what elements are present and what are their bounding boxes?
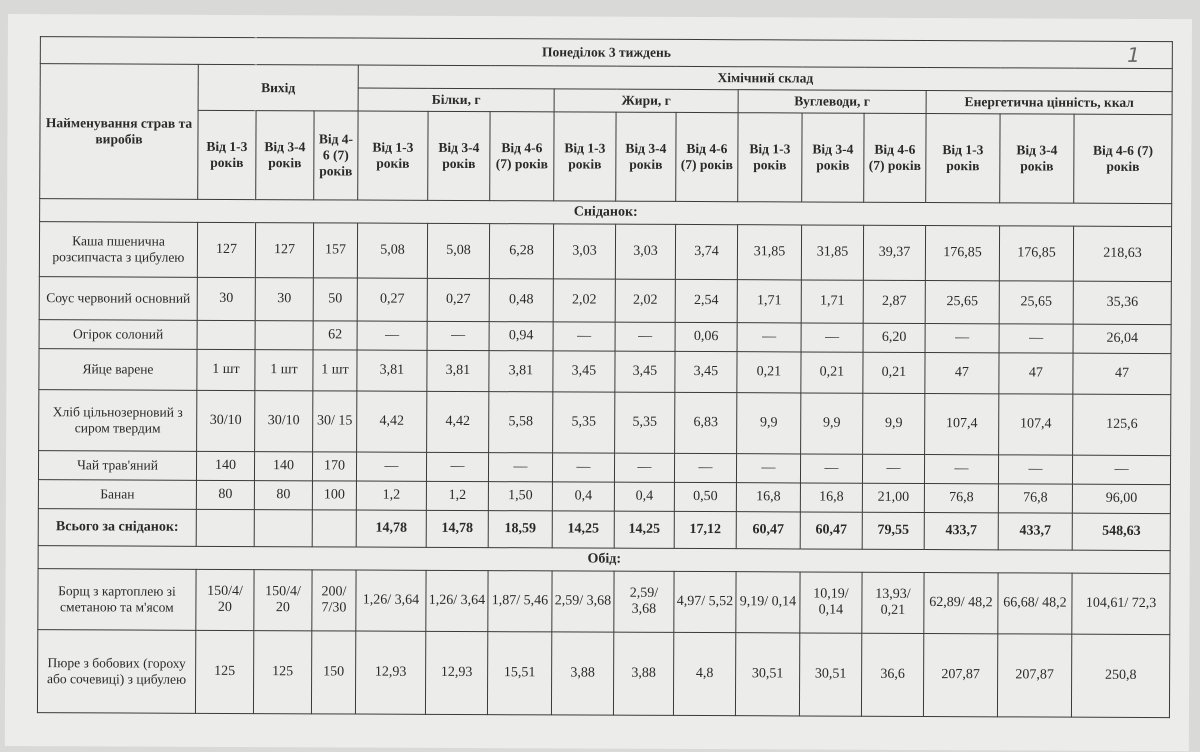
cell: 80: [254, 481, 312, 510]
cell: 170: [312, 452, 356, 481]
cell: 0,50: [674, 482, 736, 511]
header-age: Від 4-6 (7) років: [676, 112, 738, 201]
cell: —: [674, 453, 736, 482]
header-age: Від 4-6 (7) років: [314, 111, 358, 200]
cell: 12,93: [425, 631, 487, 714]
cell: 76,8: [924, 484, 998, 513]
cell: 14,78: [356, 510, 426, 547]
cell: 2,59/ 3,68: [614, 571, 674, 632]
cell: 433,7: [998, 513, 1072, 550]
dish-name: Огірок солоний: [39, 320, 197, 350]
cell: 25,65: [925, 281, 999, 324]
cell: 96,00: [1072, 484, 1170, 513]
page-number: 1: [1127, 42, 1140, 67]
cell: 76,8: [998, 484, 1072, 513]
table-row: [39, 277, 1171, 325]
cell: —: [924, 455, 998, 484]
cell: —: [999, 324, 1073, 353]
header-fats: Жири, г: [554, 89, 738, 113]
cell: 21,00: [862, 483, 924, 512]
dish-name: Борщ з картоплею зі сметаною та м'ясом: [38, 569, 196, 631]
cell: 0,94: [489, 322, 553, 351]
cell: 2,02: [615, 279, 675, 322]
cell: 5,58: [489, 392, 553, 453]
cell: 150/4/ 20: [196, 569, 254, 630]
cell: 30: [255, 278, 313, 321]
cell: 3,81: [489, 351, 553, 392]
cell: 30,51: [735, 633, 799, 716]
cell: 30/10: [197, 390, 255, 451]
cell: 5,08: [357, 223, 427, 278]
cell: 127: [197, 222, 255, 277]
cell: 1,2: [356, 481, 426, 510]
header-carbs: Вуглеводи, г: [738, 90, 926, 114]
cell: 125: [253, 631, 311, 714]
cell: 3,45: [615, 351, 675, 392]
cell: 157: [313, 223, 357, 278]
cell: 17,12: [674, 511, 736, 548]
cell: 16,8: [800, 483, 862, 512]
cell: 0,21: [737, 352, 801, 393]
cell: 31,85: [737, 225, 801, 280]
cell: 36,6: [861, 633, 923, 716]
cell: 2,02: [553, 279, 615, 322]
cell: 0,27: [357, 278, 427, 321]
cell: 9,9: [863, 393, 925, 454]
header-age: Від 1-3 років: [738, 113, 802, 202]
cell: 107,4: [999, 394, 1073, 455]
cell: —: [426, 452, 488, 481]
header-energy: Енергетична цінність, ккал: [926, 91, 1172, 115]
cell: 207,87: [997, 634, 1071, 717]
cell: 5,35: [553, 392, 615, 453]
cell: 218,63: [1073, 226, 1171, 281]
cell: 4,42: [357, 391, 427, 452]
cell: 30,51: [799, 633, 861, 716]
cell: 3,81: [427, 350, 489, 391]
cell: 3,03: [553, 224, 615, 279]
table-row: [39, 222, 1171, 282]
cell: 1,71: [801, 280, 863, 323]
cell: —: [615, 322, 675, 351]
cell: 47: [999, 353, 1073, 394]
section-lunch: Обід:: [38, 546, 1170, 574]
cell: —: [357, 321, 427, 350]
dish-name: Пюре з бобових (гороху або сочевиці) з цибулею: [37, 630, 195, 714]
cell: 1,26/ 3,64: [356, 570, 426, 631]
section-breakfast: Сніданок:: [40, 199, 1172, 227]
cell: 14,25: [614, 511, 674, 548]
cell: 4,42: [427, 391, 489, 452]
header-name: Найменування страв та виробів: [40, 64, 199, 200]
header-age: Від 1-3 років: [554, 112, 616, 201]
cell: 100: [312, 481, 356, 510]
cell: 25,65: [999, 281, 1073, 324]
cell: 2,54: [675, 279, 737, 322]
cell: [312, 510, 356, 547]
cell: —: [998, 455, 1072, 484]
cell: 18,59: [488, 511, 552, 548]
cell: 14,78: [426, 510, 488, 547]
cell: —: [553, 322, 615, 351]
total-row: [38, 509, 1170, 551]
dish-name: Банан: [38, 480, 196, 510]
cell: 150/4/ 20: [254, 570, 312, 631]
cell: 6,83: [675, 392, 737, 453]
cell: 6,20: [863, 323, 925, 352]
cell: 4,8: [673, 632, 735, 715]
header-age: Від 4-6 (7) років: [490, 112, 554, 201]
cell: —: [427, 321, 489, 350]
cell: —: [737, 323, 801, 352]
header-age: Від 3-4 років: [616, 112, 676, 201]
cell: 140: [254, 452, 312, 481]
cell: —: [736, 454, 800, 483]
cell: 3,88: [613, 632, 673, 715]
cell: 107,4: [925, 394, 999, 455]
cell: 0,06: [675, 322, 737, 351]
header-output: Вихід: [198, 64, 358, 111]
dish-name: Каша пшенична розсипчаста з цибулею: [39, 222, 197, 278]
cell: 13,93/ 0,21: [862, 572, 924, 633]
cell: —: [614, 453, 674, 482]
cell: 79,55: [862, 512, 924, 549]
cell: 9,9: [737, 393, 801, 454]
cell: 127: [255, 223, 313, 278]
header-age: Від 4-6 (7) років: [864, 113, 926, 202]
table-row: [37, 630, 1170, 718]
cell: 250,8: [1071, 634, 1170, 717]
cell: 0,4: [552, 482, 614, 511]
cell: 433,7: [924, 513, 998, 550]
cell: 80: [196, 480, 254, 509]
header-age: Від 3-4 років: [428, 111, 490, 200]
cell: 3,45: [675, 351, 737, 392]
cell: 47: [1073, 353, 1171, 394]
cell: 2,87: [863, 280, 925, 323]
nutrition-table: [37, 36, 1173, 718]
cell: 1 шт: [197, 349, 255, 390]
cell: 1,2: [426, 481, 488, 510]
cell: 10,19/ 0,14: [800, 572, 862, 633]
table-title: Понеділок 3 тиждень: [40, 37, 1172, 69]
header-age: Від 3-4 років: [1000, 114, 1074, 203]
cell: 26,04: [1073, 324, 1171, 353]
cell: 60,47: [736, 512, 800, 549]
cell: 47: [925, 353, 999, 394]
cell: 30/ 15: [313, 391, 357, 452]
cell: 548,63: [1072, 513, 1170, 550]
dish-name: Яйце варене: [39, 349, 197, 391]
cell: —: [862, 454, 924, 483]
cell: [196, 509, 254, 546]
cell: 1,87/ 5,46: [488, 571, 552, 632]
cell: 3,74: [675, 224, 737, 279]
total-label: Всього за сніданок:: [38, 509, 196, 547]
cell: 176,85: [999, 226, 1073, 281]
cell: [254, 510, 312, 547]
cell: 9,9: [801, 393, 863, 454]
cell: 62,89/ 48,2: [924, 573, 998, 634]
document-sheet: [5, 14, 1192, 751]
cell: 62: [313, 321, 357, 350]
cell: 3,45: [553, 351, 615, 392]
cell: 60,47: [800, 512, 862, 549]
cell: 12,93: [355, 631, 425, 714]
cell: 15,51: [487, 632, 551, 715]
cell: 0,21: [801, 352, 863, 393]
cell: [197, 320, 255, 349]
cell: 0,48: [489, 279, 553, 322]
cell: 1,50: [488, 482, 552, 511]
cell: 35,36: [1073, 281, 1171, 324]
header-age: Від 1-3 років: [198, 110, 256, 199]
cell: 4,97/ 5,52: [674, 571, 736, 632]
cell: 200/ 7/30: [312, 570, 356, 631]
cell: 9,19/ 0,14: [736, 572, 800, 633]
cell: —: [488, 453, 552, 482]
cell: 66,68/ 48,2: [998, 573, 1072, 634]
table-row: [39, 390, 1171, 456]
header-proteins: Білки, г: [358, 88, 554, 112]
cell: —: [1072, 455, 1170, 484]
cell: 0,27: [427, 278, 489, 321]
cell: 1 шт: [255, 350, 313, 391]
cell: 2,59/ 3,68: [552, 571, 614, 632]
cell: 104,61/ 72,3: [1072, 573, 1170, 634]
cell: 16,8: [736, 483, 800, 512]
header-age: Від 1-3 років: [926, 114, 1000, 203]
dish-name: Хліб цільнозерновий з сиром твердим: [39, 390, 197, 452]
cell: 3,03: [615, 224, 675, 279]
cell: 14,25: [552, 511, 614, 548]
cell: 125,6: [1073, 394, 1171, 455]
cell: 6,28: [489, 224, 553, 279]
cell: 5,08: [427, 223, 489, 278]
cell: 30: [197, 277, 255, 320]
cell: 0,4: [614, 482, 674, 511]
dish-name: Соус червоний основний: [39, 277, 197, 321]
cell: —: [801, 323, 863, 352]
cell: 1,71: [737, 280, 801, 323]
cell: 0,21: [863, 352, 925, 393]
table-row: [39, 349, 1171, 395]
cell: 1 шт: [313, 350, 357, 391]
cell: 3,88: [551, 632, 613, 715]
cell: 125: [195, 630, 253, 713]
cell: 150: [311, 631, 355, 714]
cell: 30/10: [255, 391, 313, 452]
cell: 50: [313, 278, 357, 321]
cell: 1,26/ 3,64: [426, 570, 488, 631]
cell: 140: [196, 451, 254, 480]
cell: [255, 321, 313, 350]
cell: 207,87: [923, 634, 997, 717]
cell: 31,85: [801, 225, 863, 280]
cell: 176,85: [925, 226, 999, 281]
cell: —: [800, 454, 862, 483]
cell: 39,37: [863, 225, 925, 280]
header-age: Від 3-4 років: [802, 113, 864, 202]
header-age: Від 4-6 (7) років: [1074, 114, 1173, 203]
table-row: [38, 569, 1170, 635]
cell: 3,81: [357, 350, 427, 391]
header-age: Від 3-4 років: [256, 111, 314, 200]
header-chem: Хімічний склад: [358, 65, 1172, 92]
cell: 5,35: [615, 392, 675, 453]
dish-name: Чай трав'яний: [38, 451, 196, 481]
cell: —: [925, 324, 999, 353]
header-age: Від 1-3 років: [358, 111, 428, 200]
cell: —: [552, 453, 614, 482]
cell: —: [356, 452, 426, 481]
